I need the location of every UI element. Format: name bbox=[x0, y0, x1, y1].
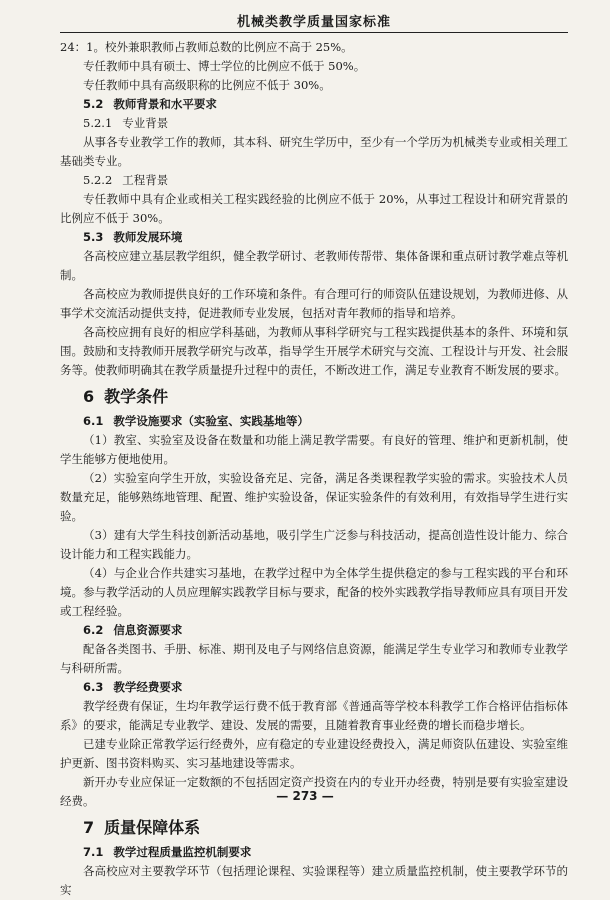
paragraph: 各高校应建立基层教学组织，健全教学研讨、老教师传帮带、集体备课和重点研讨教学难点等机制。 bbox=[60, 249, 568, 282]
section-heading-7-1 bbox=[60, 843, 568, 862]
page-body bbox=[60, 38, 568, 900]
running-header bbox=[60, 6, 568, 33]
section-title: 教学过程质量监控机制要求 bbox=[113, 845, 252, 859]
section-number: 7.1 bbox=[83, 845, 104, 859]
subsection-heading-5-2-2 bbox=[60, 171, 568, 190]
paragraph: （1）教室、实验室及设备在数量和功能上满足教学需要。有良好的管理、维护和更新机制，使学生能够方便地使用。 bbox=[60, 433, 568, 466]
section-heading-6-2 bbox=[60, 621, 568, 640]
paragraph: 各高校应为教师提供良好的工作环境和条件。有合理可行的师资队伍建设规划，为教师进修、从事学术交流活动提供支持，促进教师专业发展，包括对青年教师的指导和培养。 bbox=[60, 287, 568, 320]
section-title: 教学条件 bbox=[104, 387, 169, 406]
section-heading-5-2 bbox=[60, 95, 568, 114]
section-title: 专业背景 bbox=[122, 116, 169, 130]
paragraph: 24：1。校外兼职教师占教师总数的比例应不高于 25%。 bbox=[60, 40, 353, 54]
paragraph: 专任教师中具有高级职称的比例应不低于 30%。 bbox=[83, 78, 331, 92]
paragraph: 各高校应拥有良好的相应学科基础，为教师从事科学研究与工程实践提供基本的条件、环境和氛围。鼓励和支持教师开展教学研究与改革，指导学生开展学术研究与交流、工程设计与开发、社会服务等。使教师明确其在教学质量提升过程中的责任，不断改进工作，满足专业教育不断发展的要求。 bbox=[60, 325, 568, 377]
chapter-heading-6 bbox=[60, 384, 568, 410]
section-title: 教学设施要求（实验室、实践基地等） bbox=[113, 414, 309, 428]
section-title: 质量保障体系 bbox=[104, 818, 201, 837]
chapter-heading-7 bbox=[60, 815, 568, 841]
paragraph: 已建专业除正常教学运行经费外，应有稳定的专业建设经费投入，满足师资队伍建设、实验室维护更新、图书资料购买、实习基地建设等需求。 bbox=[60, 737, 568, 770]
section-heading-6-1 bbox=[60, 412, 568, 431]
section-number: 5.2.2 bbox=[83, 173, 113, 187]
section-number: 5.2 bbox=[83, 97, 104, 111]
section-number: 6.3 bbox=[83, 680, 104, 694]
paragraph: 配备各类图书、手册、标准、期刊及电子与网络信息资源，能满足学生专业学习和教师专业教学与科研所需。 bbox=[60, 642, 568, 675]
paragraph: 专任教师中具有硕士、博士学位的比例应不低于 50%。 bbox=[83, 59, 366, 73]
section-title: 信息资源要求 bbox=[113, 623, 183, 637]
paragraph: 从事各专业教学工作的教师，其本科、研究生学历中，至少有一个学历为机械类专业或相关理工基础类专业。 bbox=[60, 135, 568, 168]
section-title: 教师发展环境 bbox=[113, 230, 183, 244]
paragraph: 各高校应对主要教学环节（包括理论课程、实验课程等）建立质量监控机制，使主要教学环节的实 bbox=[60, 864, 568, 897]
paragraph: 教学经费有保证，生均年教学运行费不低于教育部《普通高等学校本科教学工作合格评估指标体系》的要求，能满足专业教学、建设、发展的需要，且随着教育事业经费的增长而稳步增长。 bbox=[60, 699, 568, 732]
section-title: 教师背景和水平要求 bbox=[113, 97, 217, 111]
section-number: 7 bbox=[83, 818, 95, 837]
header-title: 机械类教学质量国家标准 bbox=[236, 15, 391, 30]
subsection-heading-5-2-1 bbox=[60, 114, 568, 133]
paragraph: （4）与企业合作共建实习基地，在教学过程中为全体学生提供稳定的参与工程实践的平台和环境。参与教学活动的人员应理解实践教学目标与要求，配备的校外实践教学指导教师应具有项目开发或工程经验。 bbox=[60, 566, 568, 618]
section-title: 教学经费要求 bbox=[113, 680, 183, 694]
paragraph: （2）实验室向学生开放，实验设备充足、完备，满足各类课程教学实验的需求。实验技术人员数量充足，能够熟练地管理、配置、维护实验设备，保证实验条件的有效利用，有效指导学生进行实验。 bbox=[60, 471, 568, 523]
paragraph: 新开办专业应保证一定数额的不包括固定资产投资在内的专业开办经费，特别是要有实验室建设经费。 bbox=[60, 775, 568, 808]
paragraph: （3）建有大学生科技创新活动基地，吸引学生广泛参与科技活动，提高创造性设计能力、综合设计能力和工程实践能力。 bbox=[60, 528, 568, 561]
section-title: 工程背景 bbox=[122, 173, 169, 187]
section-number: 6 bbox=[83, 387, 95, 406]
section-heading-5-3 bbox=[60, 228, 568, 247]
section-heading-6-3 bbox=[60, 678, 568, 697]
section-number: 6.2 bbox=[83, 623, 104, 637]
page-number: — 273 — bbox=[276, 789, 334, 803]
section-number: 6.1 bbox=[83, 414, 104, 428]
section-number: 5.2.1 bbox=[83, 116, 113, 130]
section-number: 5.3 bbox=[83, 230, 104, 244]
paragraph: 专任教师中具有企业或相关工程实践经验的比例应不低于 20%，从事过工程设计和研究背景的比例应不低于 30%。 bbox=[60, 192, 568, 225]
